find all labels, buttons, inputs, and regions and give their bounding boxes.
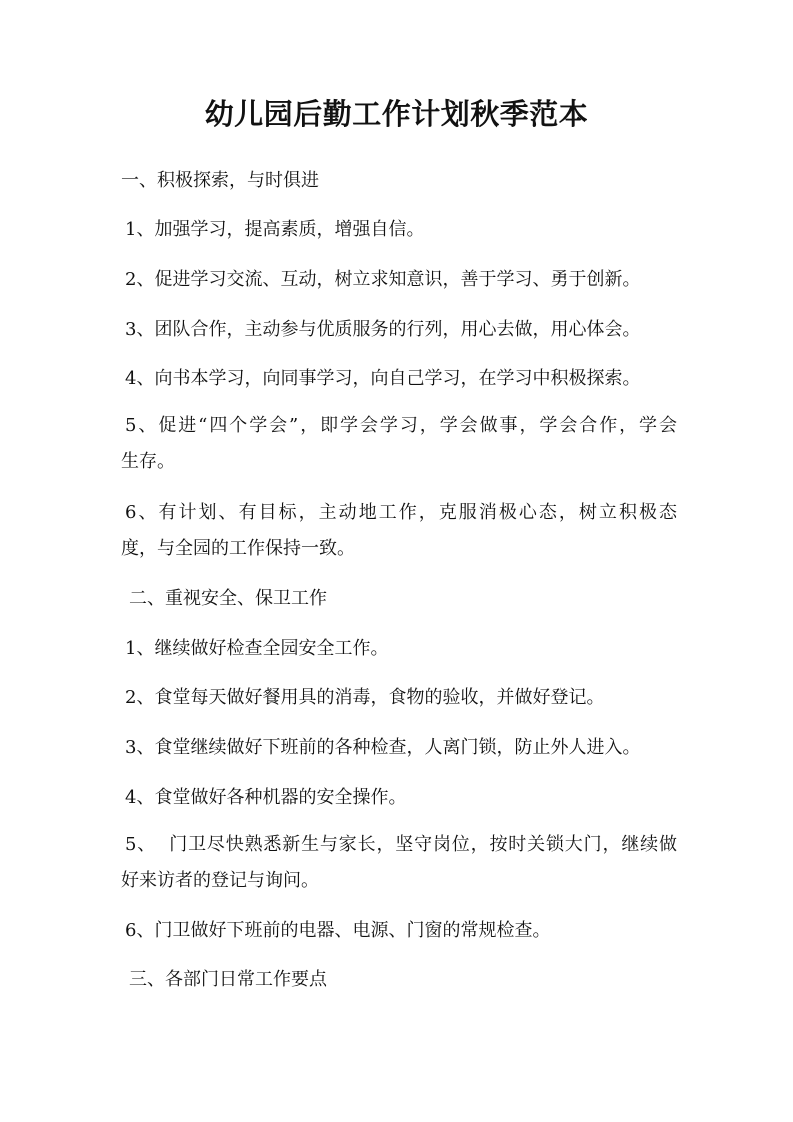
section-1-heading: 一、积极探索，与时俱进 xyxy=(121,170,319,191)
section-1-item-6-line-1: 6、有计划、有目标，主动地工作，克服消极心态，树立积极态 xyxy=(125,502,677,523)
section-1-item-3: 3、团队合作，主动参与优质服务的行列，用心去做，用心体会。 xyxy=(125,319,641,340)
section-2-item-3: 3、食堂继续做好下班前的各种检查，人离门锁，防止外人进入。 xyxy=(125,737,641,758)
section-3-heading: 三、各部门日常工作要点 xyxy=(129,969,327,990)
section-1-item-5-line-2: 生存。 xyxy=(121,451,175,472)
section-1-item-6-line-2: 度，与全园的工作保持一致。 xyxy=(121,538,355,559)
section-2-heading: 二、重视安全、保卫工作 xyxy=(129,588,327,609)
section-1-item-6 xyxy=(121,495,677,567)
section-2-item-5 xyxy=(121,827,677,899)
section-1-item-1: 1、加强学习，提高素质，增强自信。 xyxy=(125,219,425,240)
section-1-item-2: 2、促进学习交流、互动，树立求知意识，善于学习、勇于创新。 xyxy=(125,269,641,290)
section-2-item-5-line-2: 好来访者的登记与询问。 xyxy=(121,870,319,891)
section-1-item-5-line-1: 5、促进“四个学会”，即学会学习，学会做事，学会合作，学会 xyxy=(125,415,677,436)
document-title: 幼儿园后勤工作计划秋季范本 xyxy=(204,97,589,131)
section-2-item-1: 1、继续做好检查全园安全工作。 xyxy=(125,638,389,659)
section-2-item-6: 6、门卫做好下班前的电器、电源、门窗的常规检查。 xyxy=(125,920,551,941)
section-2-item-5-line-1: 5、 门卫尽快熟悉新生与家长，坚守岗位，按时关锁大门，继续做 xyxy=(125,834,677,855)
section-1-item-4: 4、向书本学习，向同事学习，向自己学习，在学习中积极探索。 xyxy=(125,368,641,389)
section-1-item-5 xyxy=(121,408,677,480)
section-2-item-4: 4、食堂做好各种机器的安全操作。 xyxy=(125,787,407,808)
section-2-item-2: 2、食堂每天做好餐用具的消毒，食物的验收，并做好登记。 xyxy=(125,687,605,708)
